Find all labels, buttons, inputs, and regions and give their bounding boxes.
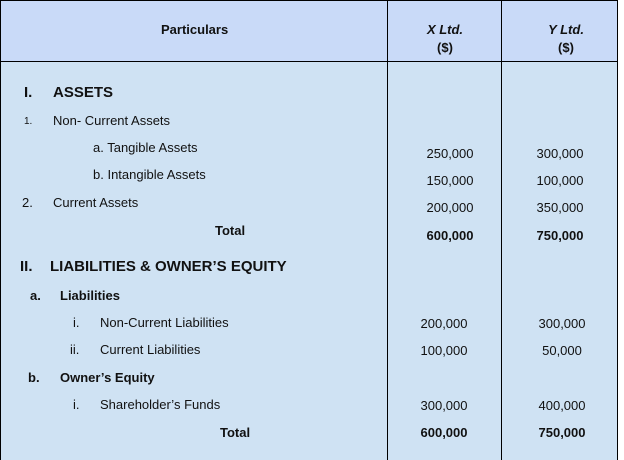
liabilities-section-a-label: Liabilities bbox=[60, 288, 120, 303]
header-y-name: Y Ltd. bbox=[548, 22, 584, 37]
current-liabilities-y: 50,000 bbox=[542, 343, 582, 358]
owners-equity-label: Owner’s Equity bbox=[60, 370, 155, 385]
assets-total-label: Total bbox=[215, 223, 246, 238]
tangible-assets-y: 300,000 bbox=[536, 146, 584, 161]
current-assets-x: 200,000 bbox=[426, 200, 474, 215]
non-current-liabilities-x: 200,000 bbox=[420, 316, 468, 331]
assets-total-y: 750,000 bbox=[536, 228, 584, 243]
tangible-assets-label: a. Tangible Assets bbox=[93, 140, 198, 155]
non-current-assets-num: 1. bbox=[24, 116, 33, 127]
intangible-assets-x: 150,000 bbox=[426, 173, 474, 188]
liabilities-roman: II. bbox=[20, 258, 33, 275]
header-y-unit: ($) bbox=[558, 40, 574, 55]
tangible-assets-x: 250,000 bbox=[426, 146, 474, 161]
liabilities-total-x: 600,000 bbox=[420, 425, 468, 440]
table-border-right bbox=[617, 0, 618, 460]
shareholders-funds-num: i. bbox=[73, 397, 80, 412]
table-border-left bbox=[0, 0, 1, 460]
assets-total-x: 600,000 bbox=[426, 228, 474, 243]
shareholders-funds-y: 400,000 bbox=[538, 398, 586, 413]
current-liabilities-num: ii. bbox=[70, 342, 80, 357]
intangible-assets-y: 100,000 bbox=[536, 173, 584, 188]
non-current-liabilities-num: i. bbox=[73, 315, 80, 330]
assets-title: ASSETS bbox=[53, 84, 114, 101]
non-current-liabilities-y: 300,000 bbox=[538, 316, 586, 331]
shareholders-funds-x: 300,000 bbox=[420, 398, 468, 413]
liabilities-title: LIABILITIES & OWNER’S EQUITY bbox=[50, 258, 287, 275]
assets-roman: I. bbox=[24, 84, 33, 101]
header-particulars: Particulars bbox=[161, 22, 229, 37]
header-divider bbox=[0, 61, 618, 62]
non-current-assets-label: Non- Current Assets bbox=[53, 113, 171, 128]
owners-equity-num: b. bbox=[28, 370, 40, 385]
current-assets-num: 2. bbox=[22, 195, 33, 210]
header-x-unit: ($) bbox=[437, 40, 453, 55]
header-x-name: X Ltd. bbox=[426, 22, 464, 37]
current-assets-y: 350,000 bbox=[536, 200, 584, 215]
table-border-top bbox=[0, 0, 618, 1]
non-current-liabilities-label: Non-Current Liabilities bbox=[100, 315, 229, 330]
liabilities-total-y: 750,000 bbox=[538, 425, 586, 440]
current-liabilities-x: 100,000 bbox=[420, 343, 468, 358]
column-divider-y bbox=[501, 0, 502, 460]
intangible-assets-label: b. Intangible Assets bbox=[93, 167, 206, 182]
column-divider-x bbox=[387, 0, 388, 460]
liabilities-section-a-num: a. bbox=[30, 288, 41, 303]
shareholders-funds-label: Shareholder’s Funds bbox=[100, 397, 221, 412]
liabilities-total-label: Total bbox=[220, 425, 251, 440]
current-liabilities-label: Current Liabilities bbox=[100, 342, 201, 357]
current-assets-label: Current Assets bbox=[53, 195, 139, 210]
